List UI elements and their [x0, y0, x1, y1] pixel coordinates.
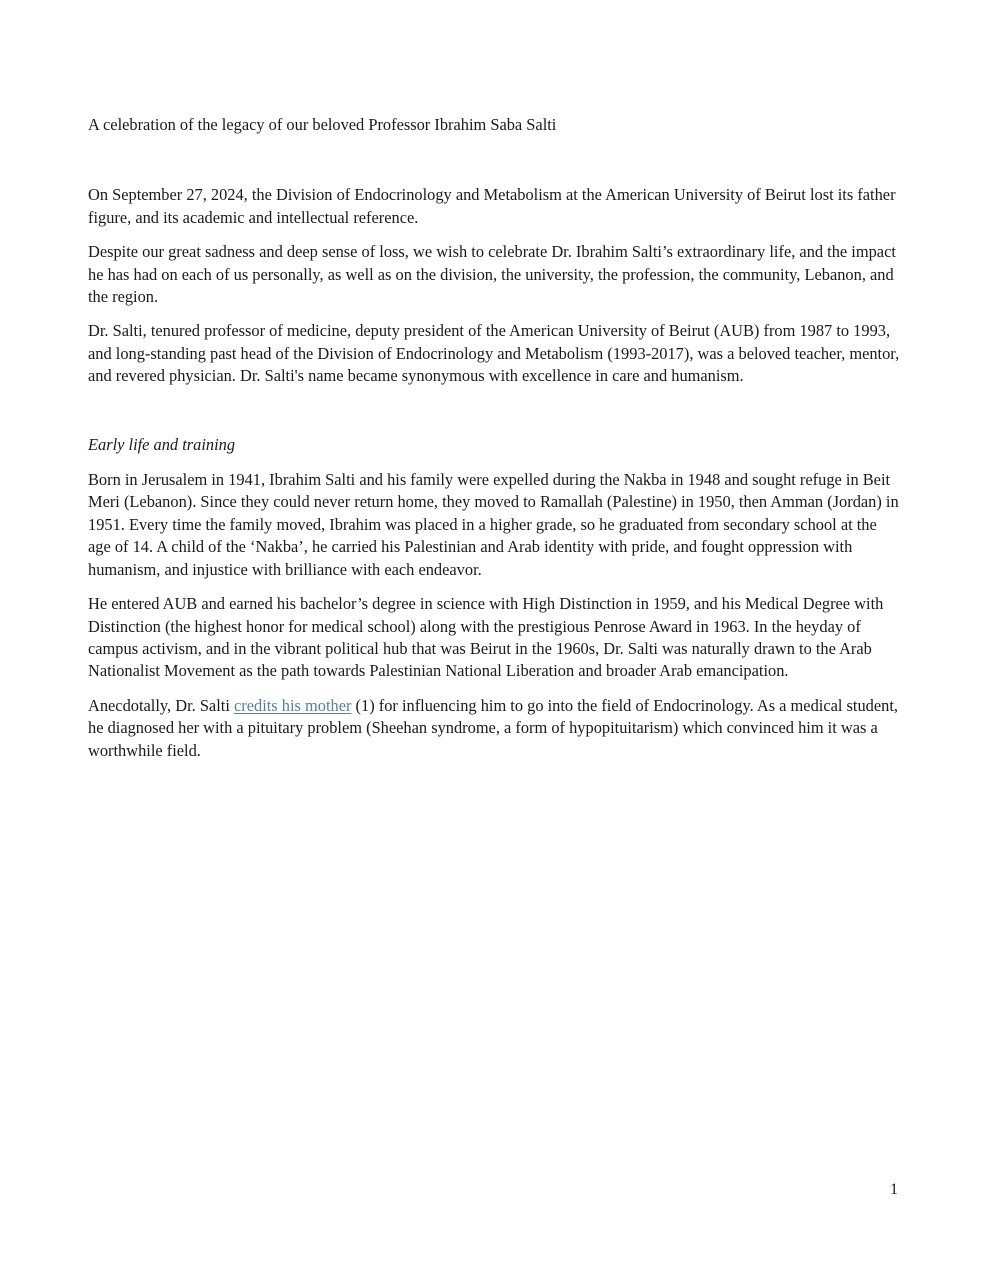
anecdote-text-before-link: Anecdotally, Dr. Salti	[88, 695, 234, 715]
paragraph-birth-and-family: Born in Jerusalem in 1941, Ibrahim Salti and his family were expelled during the Nakba in 1948 and sought refuge in Beit Meri (Lebanon). Since they could never return home, they moved to Ramallah (Palestine) in 1950, then Amman (Jordan) in 1951. Every time the family moved, Ibrahim was placed in a higher grade, so he graduated from secondary school at the age of 14. A child of the ‘Nakba’, he carried his Palestinian and Arab identity with pride, and fought oppression with humanism, and injustice with brilliance with each endeavor.	[88, 470, 899, 579]
paragraph-anecdote-mother	[88, 695, 903, 762]
document-title: A celebration of the legacy of our beloved Professor Ibrahim Saba Salti	[88, 115, 557, 134]
anecdote-text-after-link: (1) for influencing him to go into the field of Endocrinology. As a medical student, he diagnosed her with a pituitary problem (Sheehan syndrome, a form of hypopituitarism) which convinced him it was a worthwhile field.	[88, 695, 898, 760]
credits-his-mother-link[interactable]: credits his mother	[233, 695, 352, 715]
paragraph-education-and-activism: He entered AUB and earned his bachelor’s degree in science with High Distinction in 1959, and his Medical Degree with Distinction (the highest honor for medical school) along with the prestigious Penrose Award in 1963. In the heyday of campus activism, and in the vibrant political hub that was Beirut in the 1960s, Dr. Salti was naturally drawn to the Arab Nationalist Movement as the path towards Palestinian National Liberation and broader Arab emancipation.	[88, 594, 884, 681]
paragraph-career-summary: Dr. Salti, tenured professor of medicine, deputy president of the American University of Beirut (AUB) from 1987 to 1993, and long-standing past head of the Division of Endocrinology and Metabolism (1993-2017), was a beloved teacher, mentor, and revered physician. Dr. Salti's name became synonymous with excellence in care and humanism.	[88, 321, 900, 386]
page-number: 1	[890, 1181, 898, 1198]
section-heading-early-life-and-training: Early life and training	[88, 434, 236, 454]
paragraph-celebration-of-life: Despite our great sadness and deep sense of loss, we wish to celebrate Dr. Ibrahim Salti’s extraordinary life, and the impact he has had on each of us personally, as well as on the division, the university, the profession, the community, Lebanon, and the region.	[88, 242, 896, 307]
document-content	[88, 114, 903, 774]
paragraph-loss-announcement: On September 27, 2024, the Division of Endocrinology and Metabolism at the American University of Beirut lost its father figure, and its academic and intellectual reference.	[88, 185, 896, 227]
